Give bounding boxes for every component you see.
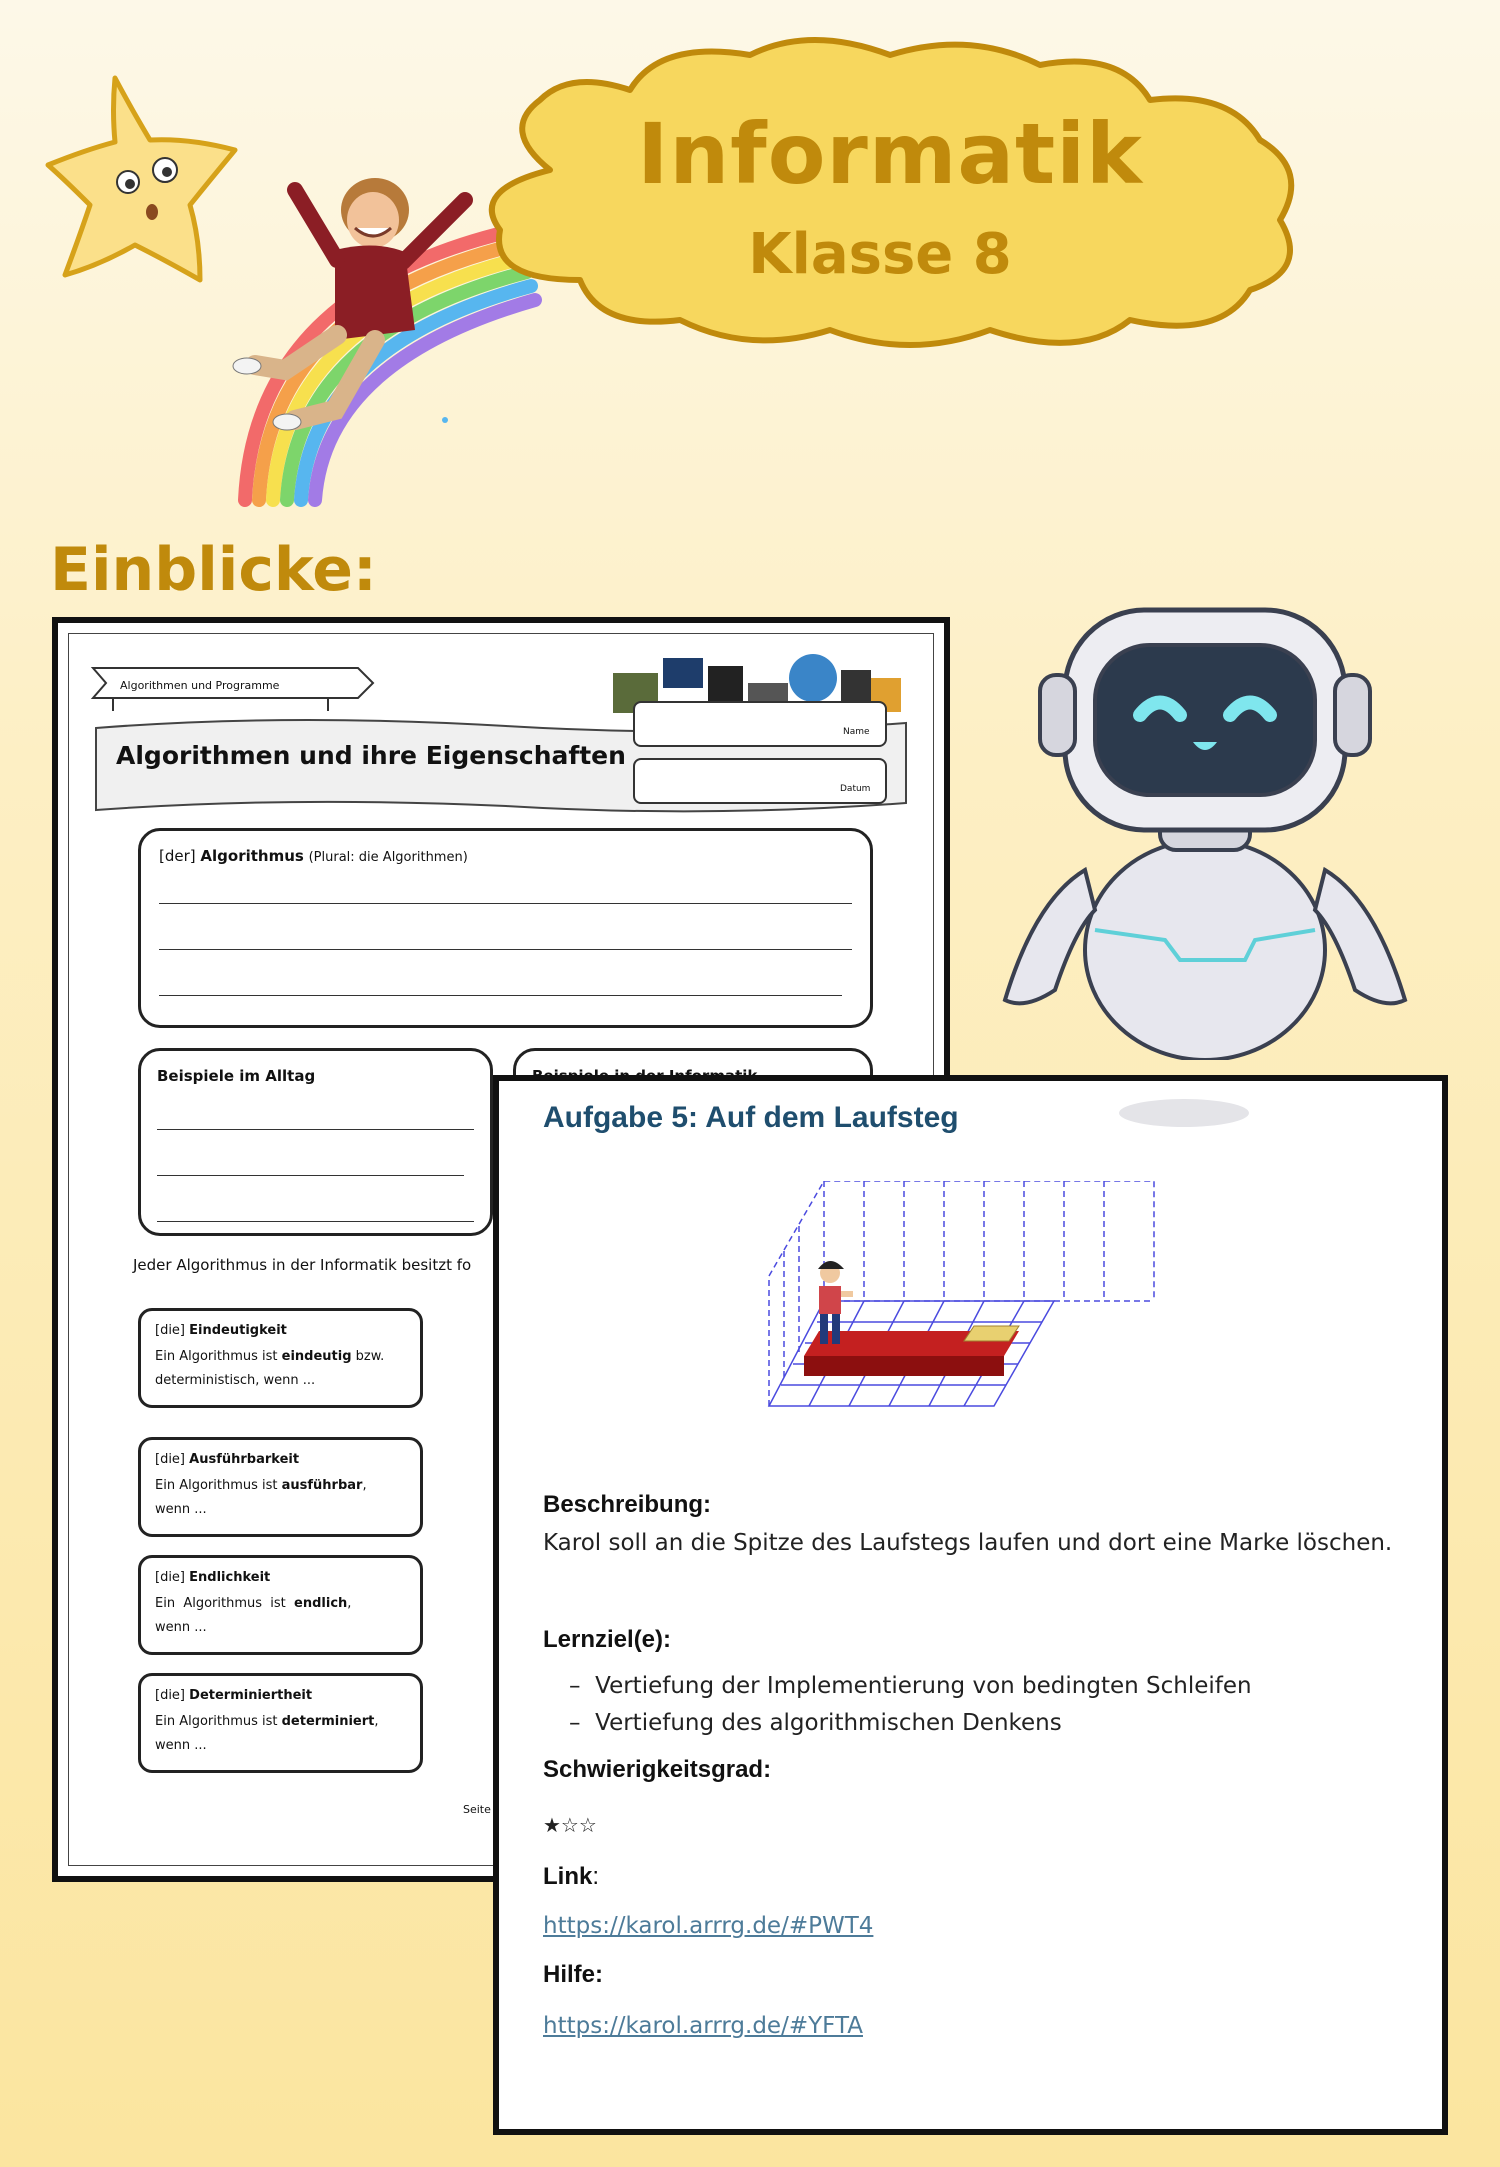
name-label: Name [843, 727, 870, 737]
goal-item: – Vertiefung der Implementierung von bedingten Schleifen [569, 1673, 1252, 1699]
shadow-decoration [1119, 1099, 1249, 1127]
task-link[interactable]: https://karol.arrrg.de/#PWT4 [543, 1913, 874, 1939]
answer-line [157, 1129, 474, 1130]
definition-heading: [der] Algorithmus (Plural: die Algorithmen) [159, 847, 468, 865]
properties-intro: Jeder Algorithmus in der Informatik besitzt fo [133, 1256, 472, 1274]
help-link[interactable]: https://karol.arrrg.de/#YFTA [543, 2013, 863, 2039]
property-box: [die] Endlichkeit Ein Algorithmus ist endlich, wenn ... [138, 1555, 423, 1655]
property-box: [die] Eindeutigkeit Ein Algorithmus ist eindeutig bzw. deterministisch, wenn ... [138, 1308, 423, 1408]
description-text: Karol soll an die Spitze des Laufstegs laufen und dort eine Marke löschen. [543, 1530, 1393, 1556]
examples-daily-heading: Beispiele im Alltag [157, 1067, 316, 1085]
answer-line [157, 1221, 474, 1222]
definition-box [138, 828, 873, 1028]
answer-line [159, 949, 852, 950]
task-card [493, 1075, 1448, 2135]
date-label: Datum [840, 784, 871, 794]
task-heading: Aufgabe 5: Auf dem Laufsteg [543, 1101, 959, 1134]
link-label: Link: [543, 1863, 600, 1890]
difficulty-stars: ★☆☆ [543, 1813, 597, 1837]
page-subtitle: Klasse 8 [748, 222, 1012, 287]
help-label: Hilfe: [543, 1961, 603, 1988]
robot-illustration [995, 590, 1415, 1060]
goal-item: – Vertiefung des algorithmischen Denkens [569, 1710, 1062, 1736]
property-box: [die] Ausführbarkeit Ein Algorithmus ist ausführbar, wenn ... [138, 1437, 423, 1537]
page-title: Informatik [637, 105, 1143, 203]
difficulty-label: Schwierigkeitsgrad: [543, 1756, 772, 1783]
property-box: [die] Determiniertheit Ein Algorithmus ist determiniert, wenn ... [138, 1673, 423, 1773]
worksheet-title: Algorithmen und ihre Eigenschaften [116, 741, 626, 770]
name-field[interactable] [633, 701, 887, 747]
goals-label: Lernziel(e): [543, 1626, 672, 1653]
worksheet-tab-label: Algorithmen und Programme [120, 679, 280, 692]
section-title: Einblicke: [50, 535, 377, 605]
examples-daily-box [138, 1048, 493, 1236]
answer-line [159, 903, 852, 904]
karol-world-illustration [764, 1181, 1164, 1421]
answer-line [159, 995, 842, 996]
answer-line [157, 1175, 464, 1176]
page-footer: Seite [463, 1803, 491, 1816]
date-field[interactable] [633, 758, 887, 804]
description-label: Beschreibung: [543, 1491, 712, 1518]
